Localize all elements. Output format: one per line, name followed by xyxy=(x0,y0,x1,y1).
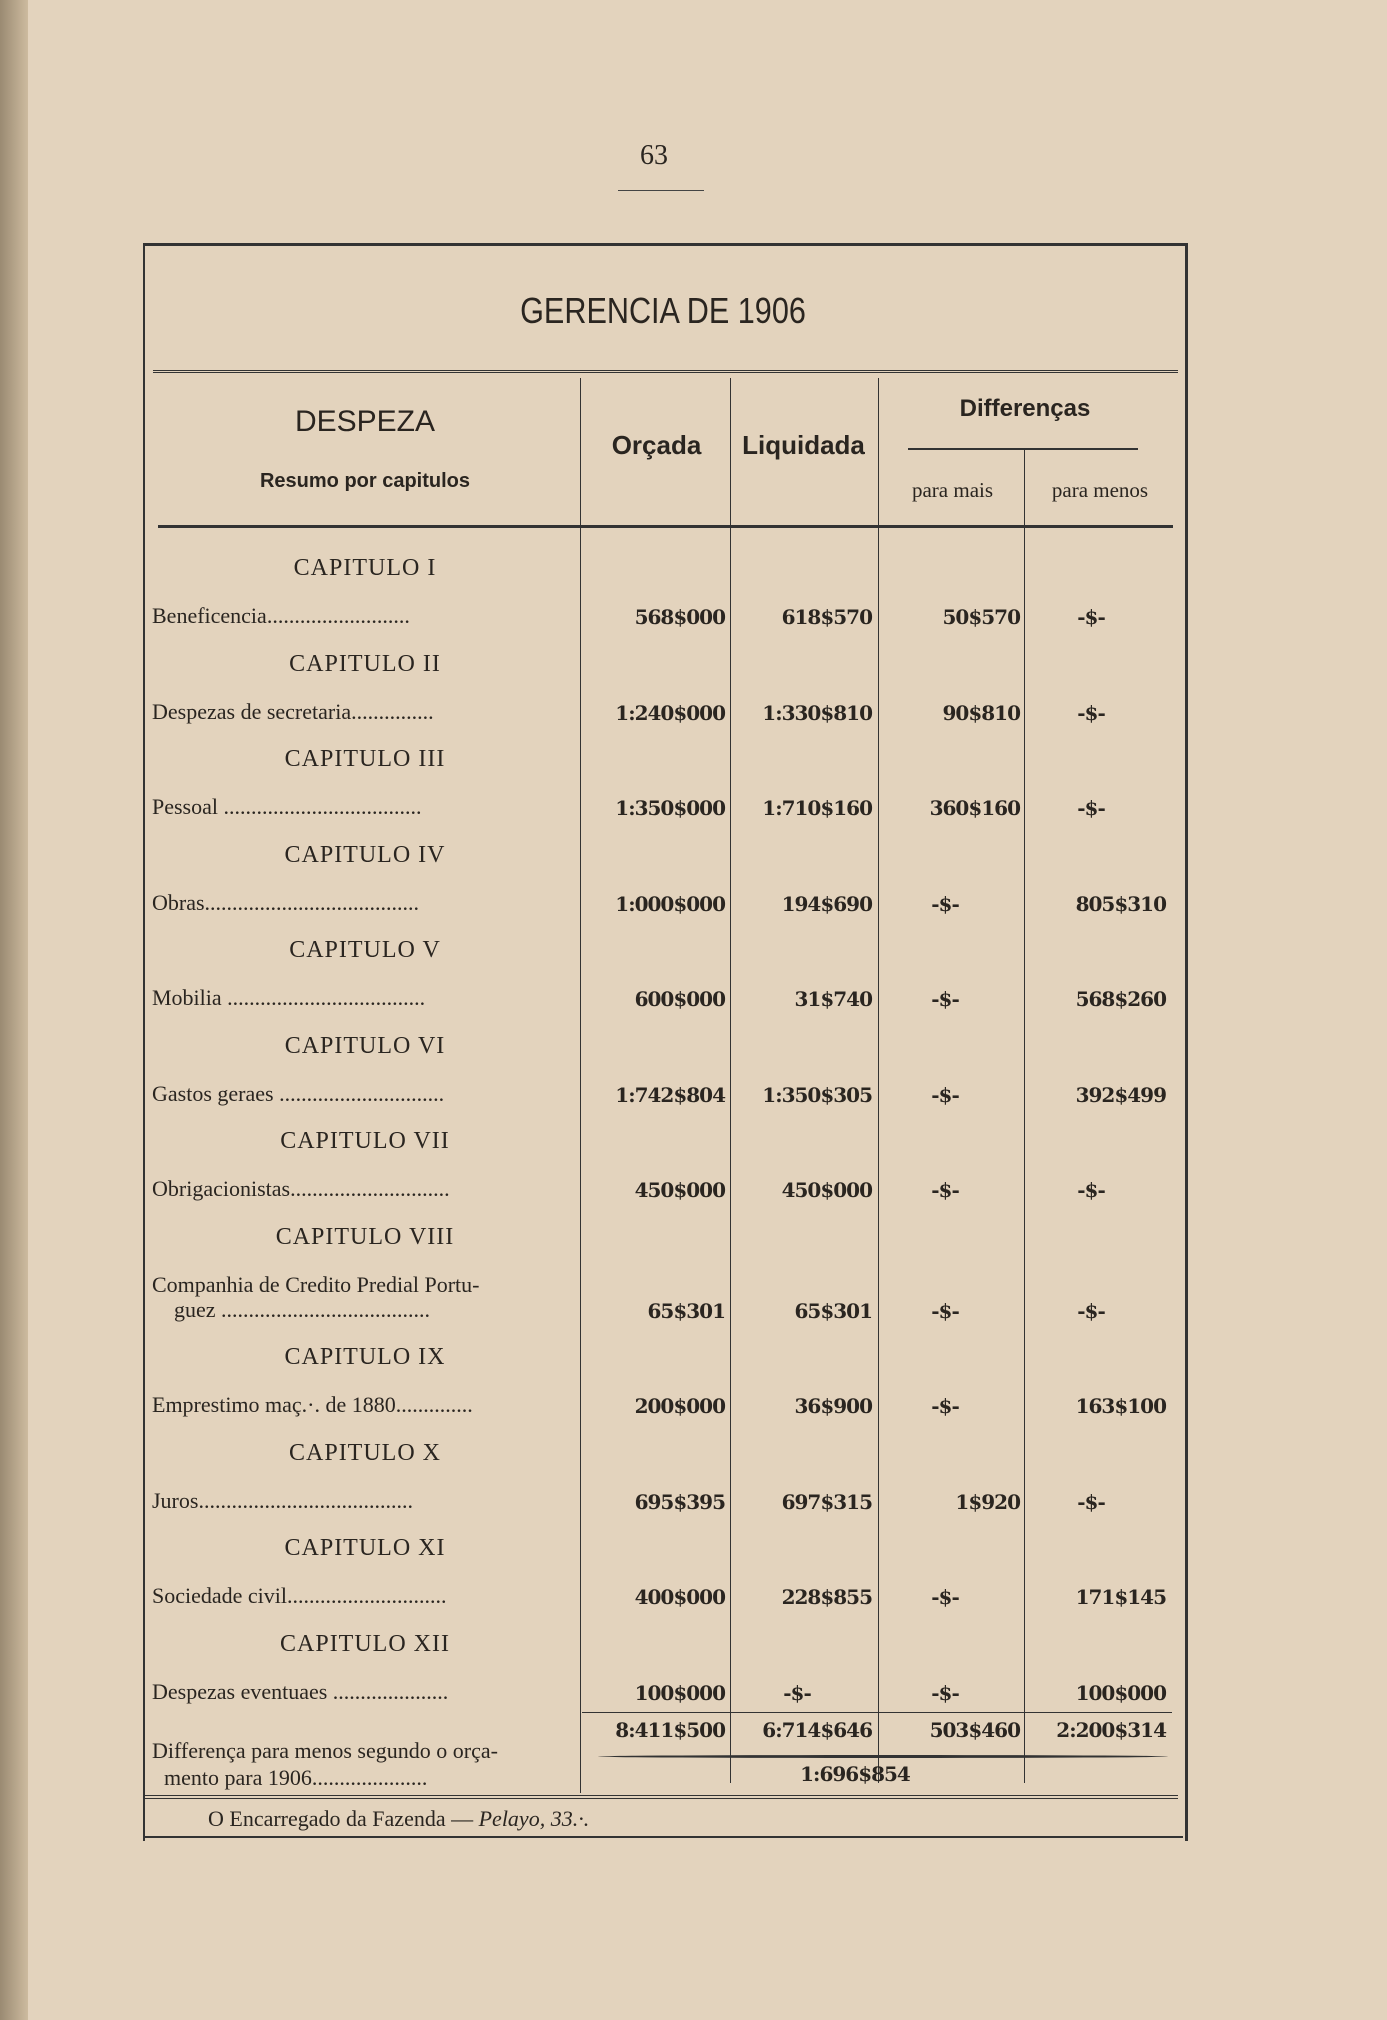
cell-mais: 50$570 xyxy=(942,605,1020,629)
chapter-heading: CAPITULO I xyxy=(293,555,437,581)
cell-orcada: 100$000 xyxy=(634,1680,725,1705)
row-label: Emprestimo maç.·. de 1880.............. xyxy=(152,1392,473,1417)
column-header-para-mais: para mais xyxy=(911,478,994,502)
section-subtitle: Resumo por capitulos xyxy=(259,470,471,492)
column-header-differencas: Differenças xyxy=(959,395,1091,422)
chapter-heading: CAPITULO III xyxy=(284,746,446,772)
chapter-heading: CAPITULO IV xyxy=(284,841,446,868)
section-heading: DESPEZA xyxy=(294,405,436,438)
cell-liquidada: -$- xyxy=(783,1680,811,1705)
total-para-menos: 2:200$314 xyxy=(1056,1718,1166,1742)
column-header-liquidada: Liquidada xyxy=(742,430,865,460)
column-rule xyxy=(580,378,581,1793)
row-label: Obras....................................... xyxy=(152,889,420,915)
cell-mais: 1$920 xyxy=(955,1489,1020,1514)
page-number: 63 xyxy=(640,140,668,171)
cell-orcada: 1:742$804 xyxy=(615,1082,725,1107)
cell-menos: 568$260 xyxy=(1075,987,1166,1011)
total-liquidada: 6:714$646 xyxy=(762,1718,872,1742)
cell-liquidada: 1:710$160 xyxy=(762,796,872,820)
cell-liquidada: 618$570 xyxy=(781,605,872,629)
cell-liquidada: 1:350$305 xyxy=(762,1082,872,1107)
row-label: Obrigacionistas............................. xyxy=(152,1176,450,1201)
cell-menos: -$- xyxy=(1077,796,1105,820)
cell-menos: -$- xyxy=(1077,605,1105,629)
row-label: Sociedade civil............................. xyxy=(152,1583,447,1608)
cell-menos: 392$499 xyxy=(1075,1082,1166,1107)
row-label: Despezas eventuaes ..................... xyxy=(152,1678,449,1704)
cell-menos: -$- xyxy=(1077,700,1105,725)
difference-label-line1: Differença para menos segundo o orça- xyxy=(152,1738,498,1763)
cell-liquidada: 697$315 xyxy=(781,1489,872,1514)
cell-orcada: 65$301 xyxy=(647,1298,725,1323)
column-rule xyxy=(1024,448,1025,1783)
cell-mais: 90$810 xyxy=(942,700,1020,725)
book-spine xyxy=(0,0,28,2020)
cell-orcada: 1:350$000 xyxy=(615,796,725,820)
footer-rule xyxy=(143,1795,1178,1799)
cell-liquidada: 194$690 xyxy=(781,891,872,916)
differencas-brace xyxy=(908,448,1138,450)
chapter-heading: CAPITULO VII xyxy=(280,1128,450,1154)
row-label: Companhia de Credito Predial Portu- xyxy=(152,1271,480,1297)
row-label-continued: guez ...................................... xyxy=(174,1296,431,1322)
cell-menos: 805$310 xyxy=(1075,891,1166,916)
cell-menos: -$- xyxy=(1077,1489,1105,1514)
column-rule xyxy=(730,378,731,1783)
cell-menos: 100$000 xyxy=(1075,1680,1166,1705)
difference-label-line2: mento para 1906..................... xyxy=(164,1765,428,1790)
cell-orcada: 600$000 xyxy=(634,987,725,1011)
chapter-heading: CAPITULO XI xyxy=(284,1535,446,1561)
chapter-heading: CAPITULO X xyxy=(289,1439,441,1466)
cell-liquidada: 228$855 xyxy=(781,1585,872,1609)
chapter-heading: CAPITULO VIII xyxy=(275,1223,455,1250)
chapter-heading: CAPITULO VI xyxy=(284,1032,446,1059)
cell-mais: -$- xyxy=(931,1585,959,1609)
row-label: Mobilia .................................... xyxy=(152,985,426,1010)
cell-orcada: 200$000 xyxy=(634,1394,725,1418)
table-bottom-rule xyxy=(143,1836,1183,1838)
total-orcada: 8:411$500 xyxy=(615,1718,725,1742)
cell-orcada: 568$000 xyxy=(634,605,725,629)
footer-signature-line xyxy=(208,1806,589,1832)
cell-menos: 163$100 xyxy=(1075,1394,1166,1418)
cell-mais: -$- xyxy=(931,1298,959,1323)
row-label: Gastos geraes .............................. xyxy=(152,1080,445,1106)
cell-liquidada: 450$000 xyxy=(781,1178,872,1202)
row-label: Juros....................................... xyxy=(152,1487,413,1513)
totals-rule xyxy=(582,1712,1172,1713)
cell-mais: -$- xyxy=(931,1680,959,1705)
cell-menos: -$- xyxy=(1077,1298,1105,1323)
cell-liquidada: 1:330$810 xyxy=(762,700,872,725)
footer-signature: Pelayo, 33.·. xyxy=(478,1806,590,1831)
row-label: Pessoal .................................... xyxy=(152,794,422,819)
page-number-rule xyxy=(618,190,704,191)
cell-mais: 360$160 xyxy=(929,796,1020,820)
chapter-heading: CAPITULO IX xyxy=(284,1344,446,1370)
column-header-orcada: Orçada xyxy=(611,430,702,460)
cell-orcada: 400$000 xyxy=(634,1585,725,1609)
cell-menos: -$- xyxy=(1077,1178,1105,1202)
cell-mais: -$- xyxy=(931,1082,959,1107)
row-label: Despezas de secretaria............... xyxy=(152,698,434,724)
column-rule xyxy=(878,378,879,1783)
title-rule xyxy=(153,370,1178,373)
column-header-para-menos: para menos xyxy=(1051,478,1149,502)
cell-liquidada: 31$740 xyxy=(794,987,872,1011)
chapter-heading: CAPITULO V xyxy=(289,937,441,963)
cell-mais: -$- xyxy=(931,1394,959,1418)
cell-mais: -$- xyxy=(931,891,959,916)
cell-menos: 171$145 xyxy=(1075,1585,1166,1609)
chapter-heading: CAPITULO XII xyxy=(280,1630,450,1657)
cell-orcada: 1:000$000 xyxy=(615,891,725,916)
difference-value: 1:696$854 xyxy=(800,1762,910,1786)
cell-mais: -$- xyxy=(931,1178,959,1202)
cell-liquidada: 65$301 xyxy=(794,1298,872,1323)
footer-text: O Encarregado da Fazenda — xyxy=(208,1806,479,1831)
header-rule xyxy=(158,525,1173,528)
cell-mais: -$- xyxy=(931,987,959,1011)
cell-orcada: 695$395 xyxy=(634,1489,725,1514)
page-title: GERENCIA DE 1906 xyxy=(520,290,806,331)
cell-orcada: 1:240$000 xyxy=(615,700,725,725)
chapter-heading: CAPITULO II xyxy=(289,650,441,677)
row-label: Beneficencia.......................... xyxy=(152,603,410,628)
total-para-mais: 503$460 xyxy=(929,1718,1020,1742)
difference-brace xyxy=(598,1755,1168,1758)
cell-orcada: 450$000 xyxy=(634,1178,725,1202)
cell-liquidada: 36$900 xyxy=(794,1394,872,1418)
